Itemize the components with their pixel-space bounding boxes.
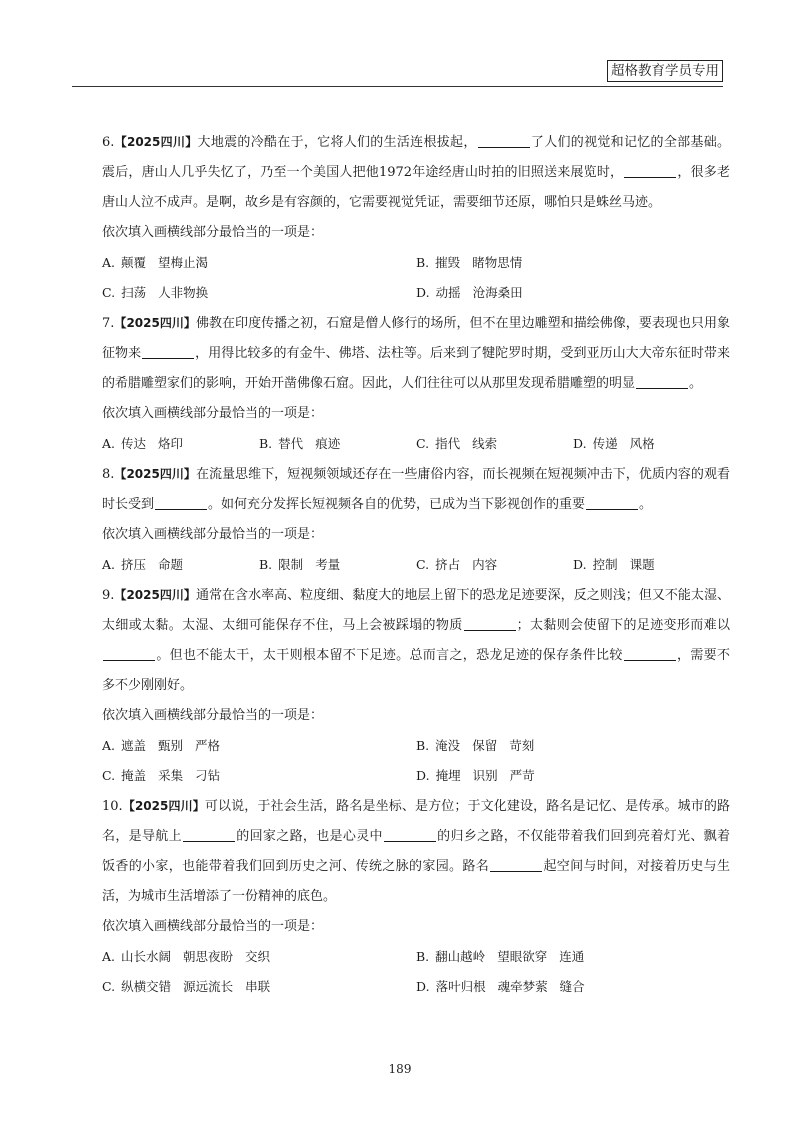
option-word: 朝思夜盼 xyxy=(183,949,234,964)
option-word: 刁钻 xyxy=(195,768,221,783)
option-word: 传达 xyxy=(121,436,147,451)
option-letter: B. xyxy=(416,949,430,964)
option xyxy=(416,942,730,972)
question-number: 6. xyxy=(102,135,115,150)
question-stem xyxy=(102,580,730,701)
option-letter: D. xyxy=(416,768,430,783)
option-word: 遮盖 xyxy=(121,738,147,753)
option-word: 淹没 xyxy=(435,738,461,753)
option-row xyxy=(102,761,730,791)
question-source: 【2025四川】 xyxy=(114,316,196,330)
option xyxy=(102,972,416,1002)
page-number: 189 xyxy=(388,1062,412,1076)
option-letter: B. xyxy=(259,436,273,451)
option-row xyxy=(102,248,730,278)
fill-blank xyxy=(586,494,638,510)
option-word: 交织 xyxy=(245,949,271,964)
option-word: 连通 xyxy=(559,949,585,964)
instruction: 依次填入画横线部分最恰当的一项是： xyxy=(102,527,324,542)
option-word: 挤压 xyxy=(121,557,147,572)
option-word: 痕迹 xyxy=(315,436,341,451)
option-word: 挤占 xyxy=(435,557,461,572)
option xyxy=(102,731,416,761)
option-word: 命题 xyxy=(158,557,184,572)
option-word: 内容 xyxy=(472,557,498,572)
fill-blank xyxy=(624,645,676,661)
option-word: 扫荡 xyxy=(121,285,147,300)
option-letter: B. xyxy=(416,738,430,753)
stem-text: 可以说，于社会生活，路名是坐标、是方位；于文化建设，路名是记忆、是传承。城市的路名，是导航上 xyxy=(102,799,730,844)
option xyxy=(102,248,416,278)
option-word: 线索 xyxy=(472,436,498,451)
option-word: 掩埋 xyxy=(435,768,461,783)
option-word: 望眼欲穿 xyxy=(497,949,548,964)
option xyxy=(259,550,416,580)
option-letter: D. xyxy=(416,979,430,994)
question-list xyxy=(102,127,730,1002)
option-word: 纵横交错 xyxy=(121,979,172,994)
fill-blank xyxy=(142,343,194,359)
stem-text: 的回家之路，也是心灵中 xyxy=(235,829,383,844)
option-letter: C. xyxy=(416,436,430,451)
option xyxy=(102,761,416,791)
fill-blank xyxy=(490,856,542,872)
option-row xyxy=(102,550,730,580)
option-word: 摧毁 xyxy=(435,255,461,270)
question-stem xyxy=(102,127,730,218)
question-3 xyxy=(102,459,730,580)
instruction: 依次填入画横线部分最恰当的一项是： xyxy=(102,919,324,934)
option-word: 控制 xyxy=(592,557,618,572)
stem-text: 了人们的视觉和记忆的全部基础。震后，唐山人几乎失忆了，乃至一个美国人把他1972年途经唐山时拍的旧照送来展览时， xyxy=(102,135,730,180)
option xyxy=(416,972,730,1002)
option-word: 掩盖 xyxy=(121,768,147,783)
option-word: 传递 xyxy=(592,436,618,451)
option-word: 落叶归根 xyxy=(435,979,486,994)
question-1 xyxy=(102,127,730,308)
fill-blank xyxy=(155,494,207,510)
fill-blank xyxy=(103,645,155,661)
stem-text: 。 xyxy=(689,376,703,391)
option xyxy=(259,429,416,459)
option-word: 望梅止渴 xyxy=(158,255,209,270)
option-letter: C. xyxy=(102,979,116,994)
option-word: 替代 xyxy=(278,436,304,451)
option-word: 串联 xyxy=(245,979,271,994)
option-word: 翻山越岭 xyxy=(435,949,486,964)
option xyxy=(416,248,730,278)
option-letter: D. xyxy=(573,557,587,572)
fill-blank xyxy=(636,373,688,389)
option xyxy=(573,429,730,459)
stem-text: 起空间与时间，对接着历史与生活，为城市生活增添了一份精神的底色。 xyxy=(102,859,730,904)
option-letter: C. xyxy=(102,285,116,300)
option-list xyxy=(102,550,730,580)
option-word: 识别 xyxy=(472,768,498,783)
option-word: 颠覆 xyxy=(121,255,147,270)
option xyxy=(102,429,259,459)
option-row xyxy=(102,731,730,761)
option-word: 人非物换 xyxy=(158,285,209,300)
fill-blank xyxy=(464,615,516,631)
option xyxy=(416,731,730,761)
question-stem xyxy=(102,791,730,912)
option-word: 风格 xyxy=(629,436,655,451)
option-word: 烙印 xyxy=(158,436,184,451)
instruction: 依次填入画横线部分最恰当的一项是： xyxy=(102,708,324,723)
option-list xyxy=(102,942,730,1002)
stem-text: 通常在含水率高、粒度细、黏度大的地层上留下的恐龙足迹要深，反之则浅；但又不能太湿、太细或太黏。太湿、太细可能保存不住，马上会被踩塌的物质 xyxy=(102,588,730,633)
option-word: 动摇 xyxy=(435,285,461,300)
option xyxy=(416,550,573,580)
option-letter: A. xyxy=(102,255,116,270)
option-letter: A. xyxy=(102,557,116,572)
option xyxy=(102,942,416,972)
question-stem xyxy=(102,308,730,399)
option-word: 魂牵梦萦 xyxy=(497,979,548,994)
option-word: 严苛 xyxy=(509,768,535,783)
option-letter: C. xyxy=(102,768,116,783)
option xyxy=(573,550,730,580)
stem-text: 。但也不能太干，太干则根本留不下足迹。总而言之，恐龙足迹的保存条件比较 xyxy=(156,648,623,663)
question-number: 9. xyxy=(102,588,115,603)
option-letter: D. xyxy=(416,285,430,300)
stem-text: 的归乡之路，不仅能带着我们回到亮着灯光、飘着饭香的小家，也能带着我们回到历史之河、传统之脉的家园。路名 xyxy=(102,829,730,874)
question-stem xyxy=(102,459,730,520)
stem-text: 在流量思维下，短视频领域还存在一些庸俗内容，而长视频在短视频冲击下，优质内容的观看时长受到 xyxy=(102,467,730,512)
option-row xyxy=(102,429,730,459)
student-only-badge: 超格教育学员专用 xyxy=(607,60,723,82)
option-letter: C. xyxy=(416,557,430,572)
option-letter: B. xyxy=(259,557,273,572)
fill-blank xyxy=(478,132,530,148)
instruction: 依次填入画横线部分最恰当的一项是： xyxy=(102,406,324,421)
option-word: 严格 xyxy=(195,738,221,753)
option-word: 山长水阔 xyxy=(121,949,172,964)
stem-text: 。如何充分发挥长短视频各自的优势，已成为当下影视创作的重要 xyxy=(208,497,586,512)
question-number: 10. xyxy=(102,799,123,814)
instruction: 依次填入画横线部分最恰当的一项是： xyxy=(102,225,324,240)
option-word: 限制 xyxy=(278,557,304,572)
question-source: 【2025四川】 xyxy=(114,588,196,602)
option-word: 保留 xyxy=(472,738,498,753)
option-word: 指代 xyxy=(435,436,461,451)
header-rule xyxy=(72,86,723,87)
option-word: 睹物思情 xyxy=(472,255,523,270)
option-word: 源远流长 xyxy=(183,979,234,994)
option xyxy=(102,550,259,580)
option-letter: D. xyxy=(573,436,587,451)
option-letter: B. xyxy=(416,255,430,270)
option-row xyxy=(102,278,730,308)
option-list xyxy=(102,429,730,459)
option xyxy=(416,278,730,308)
option-word: 缝合 xyxy=(559,979,585,994)
option-word: 课题 xyxy=(629,557,655,572)
fill-blank xyxy=(183,826,235,842)
option-letter: A. xyxy=(102,738,116,753)
fill-blank xyxy=(384,826,436,842)
stem-text: ；太黏则会使留下的足迹变形而难以 xyxy=(516,618,730,633)
option xyxy=(416,761,730,791)
option-word: 沧海桑田 xyxy=(472,285,523,300)
question-2 xyxy=(102,308,730,459)
question-source: 【2025四川】 xyxy=(114,135,198,149)
option-list xyxy=(102,731,730,791)
fill-blank xyxy=(624,162,676,178)
option-word: 考量 xyxy=(315,557,341,572)
option xyxy=(102,278,416,308)
option-letter: A. xyxy=(102,949,116,964)
question-source: 【2025四川】 xyxy=(114,467,196,481)
stem-text: 大地震的冷酷在于，它将人们的生活连根拔起， xyxy=(197,135,477,150)
stem-text: 。 xyxy=(639,497,653,512)
question-source: 【2025四川】 xyxy=(122,799,205,813)
option-word: 采集 xyxy=(158,768,184,783)
option xyxy=(416,429,573,459)
question-number: 8. xyxy=(102,467,115,482)
option-word: 甄别 xyxy=(158,738,184,753)
option-row xyxy=(102,942,730,972)
option-row xyxy=(102,972,730,1002)
stem-text: ，用得比较多的有金牛、佛塔、法柱等。后来到了犍陀罗时期，受到亚历山大大帝东征时带来的希腊雕塑家们的影响，开始开凿佛像石窟。因此，人们往往可以从那里发现希腊雕塑的明显 xyxy=(102,346,730,391)
stem-text: ，很多老唐山人泣不成声。是啊，故乡是有容颜的，它需要视觉凭证，需要细节还原，哪怕只是蛛丝马迹。 xyxy=(102,165,730,210)
stem-text: 佛教在印度传播之初，石窟是僧人修行的场所，但不在里边雕塑和描绘佛像，要表现也只用象征物来 xyxy=(102,316,730,361)
question-4 xyxy=(102,580,730,791)
option-letter: A. xyxy=(102,436,116,451)
option-word: 苛刻 xyxy=(509,738,535,753)
question-5 xyxy=(102,791,730,1002)
question-number: 7. xyxy=(102,316,115,331)
stem-text: ，需要不多不少刚刚好。 xyxy=(102,648,730,693)
option-list xyxy=(102,248,730,308)
